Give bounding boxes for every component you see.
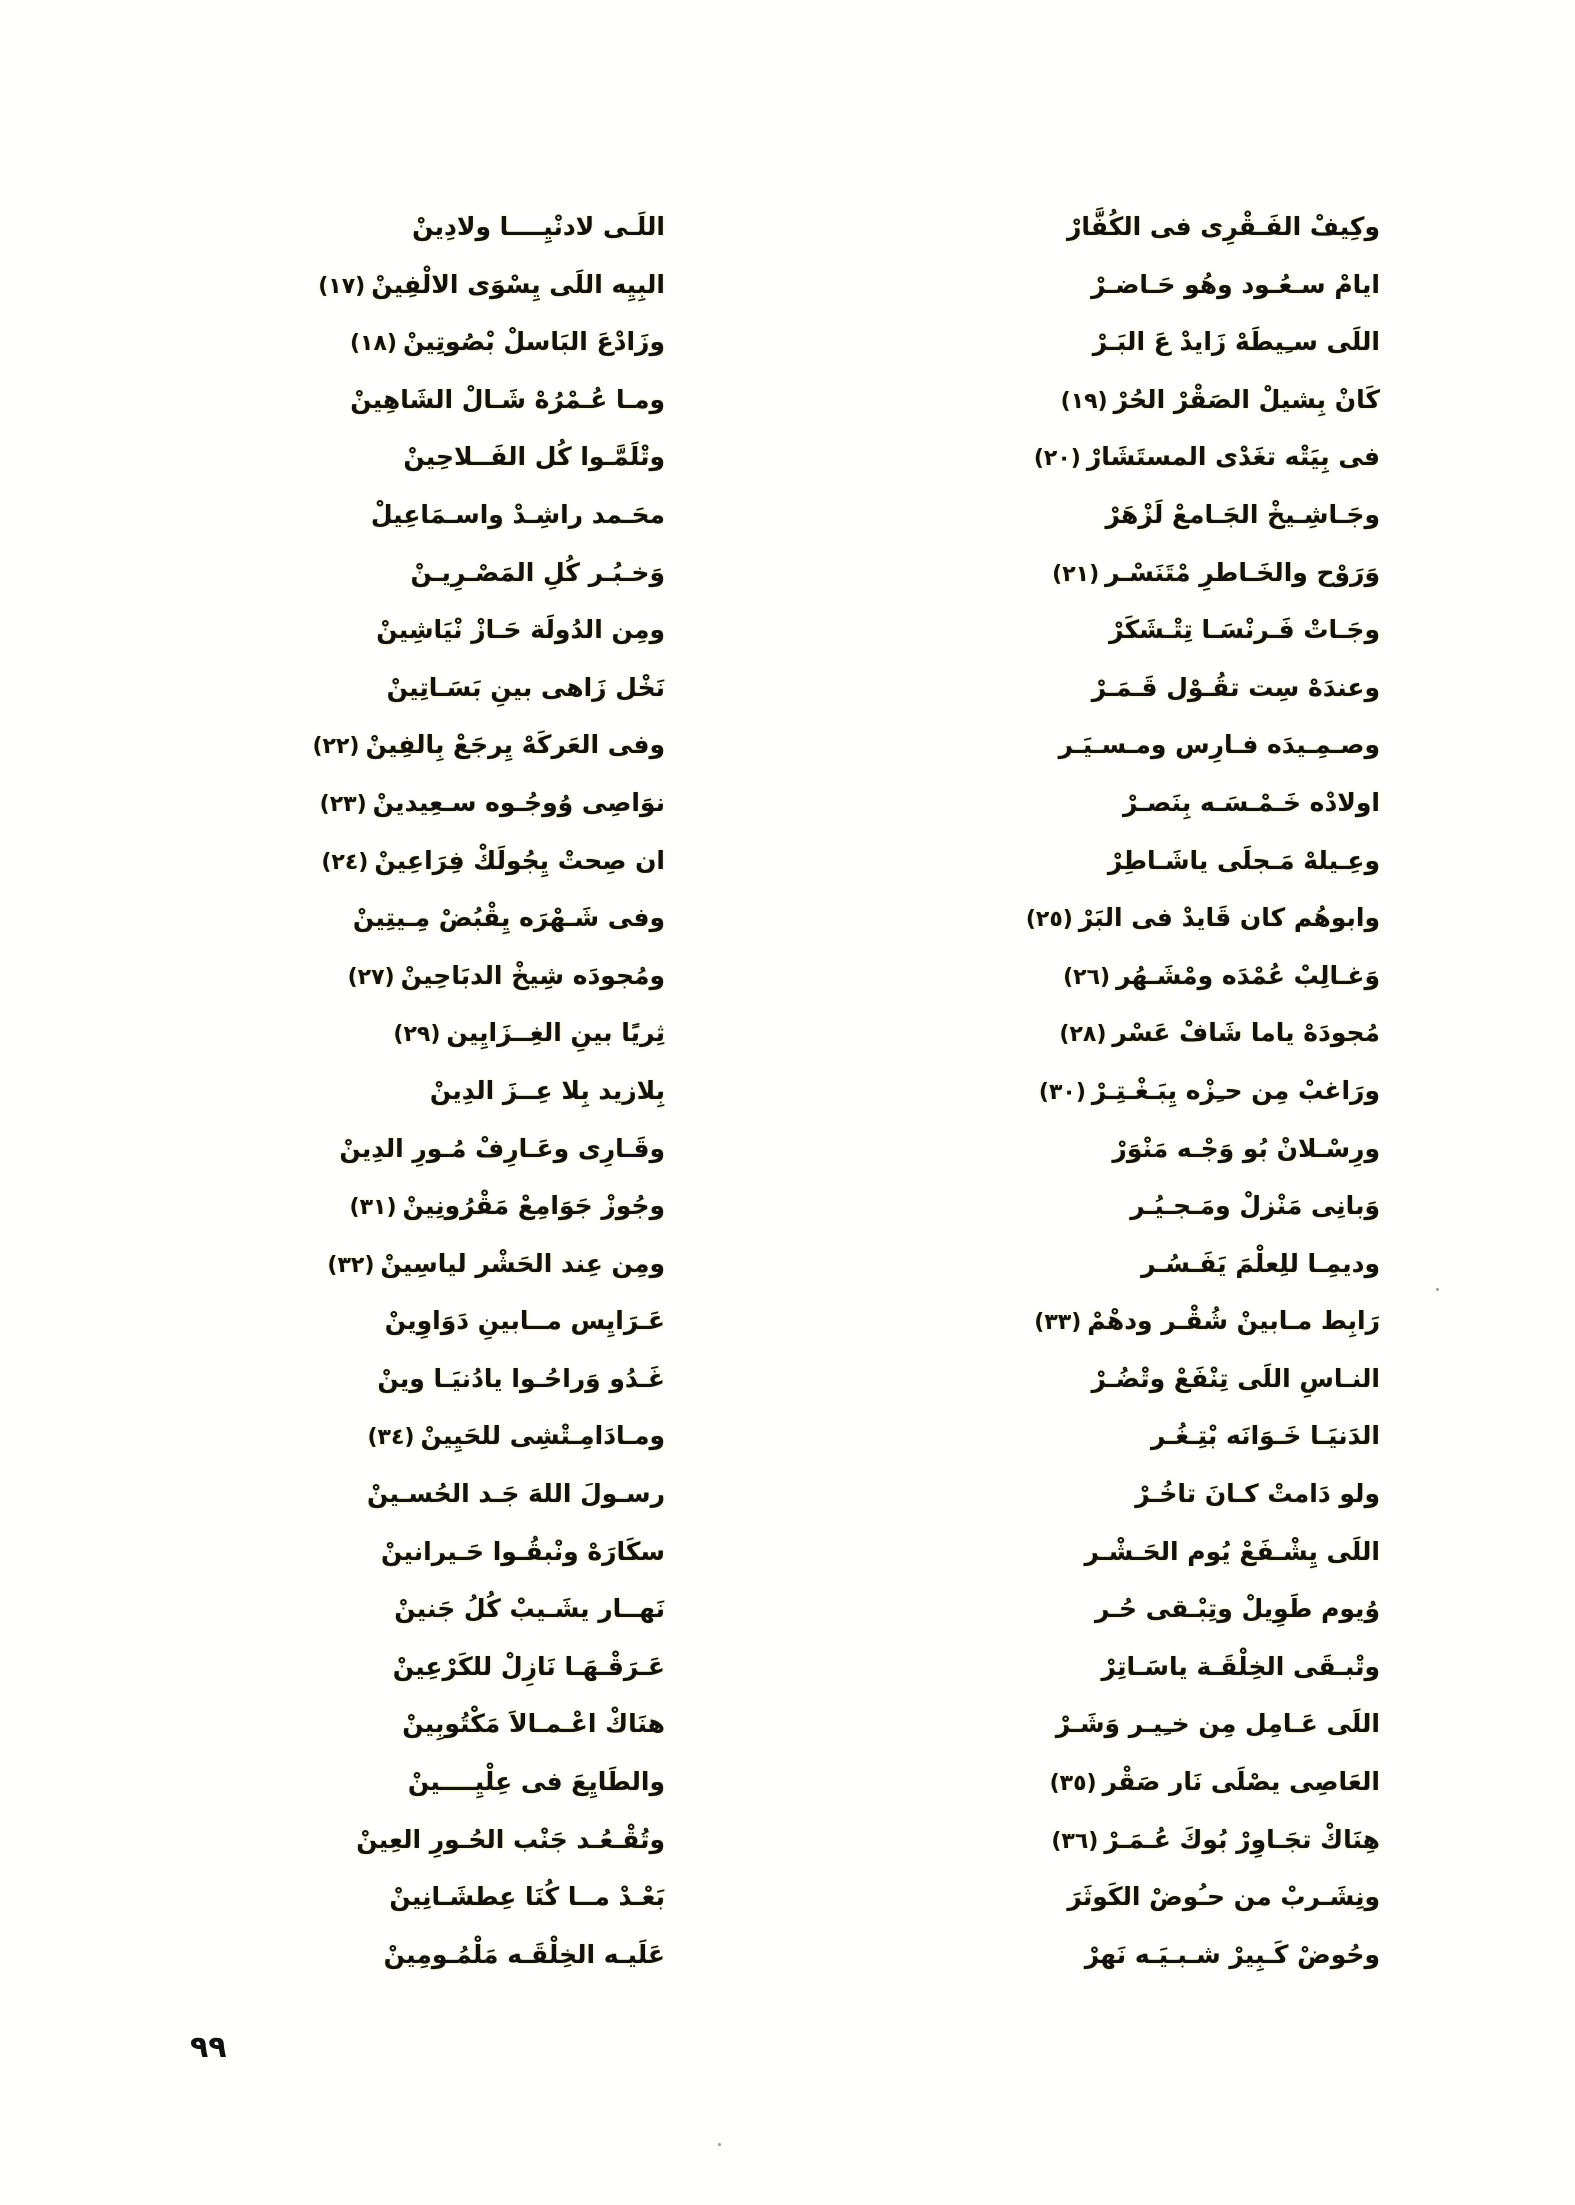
- footnote-marker: (٣٤): [367, 1425, 415, 1451]
- verse-text: العَاصِى يصْلَى نَار صَقْر: [1102, 1767, 1380, 1797]
- verse-line: [1000, 1523, 1380, 1581]
- verse-text: وفى العَركَهْ يِرجَعْ بِالفِينْ: [365, 730, 665, 760]
- verse-text: نوَاصِى وُوجُـوه سـعِيدينْ: [372, 787, 665, 817]
- footnote-marker: (٢١): [1052, 561, 1100, 587]
- verse-line: [327, 1235, 665, 1293]
- verse-line: [1000, 1695, 1380, 1753]
- verse-text: وزَادْعَ البَاسلْ بْصُوتِينْ: [402, 327, 665, 357]
- verse-text: ومـا عُـمْرُهْ شَـالْ الشَاهِينْ: [350, 384, 665, 414]
- verse-line: [1000, 544, 1380, 602]
- verse-text: هنَاكْ اعْـمـالاَ مَكْتُوبِينْ: [402, 1709, 665, 1739]
- footnote-marker: (٢٩): [393, 1022, 441, 1048]
- verse-text: وتْلَمَّـوا كُل الفَــلاحِينْ: [403, 442, 665, 472]
- verse-line: [318, 256, 665, 314]
- verse-line: [335, 371, 665, 429]
- verse-line: [1000, 1292, 1380, 1350]
- verse-text: رسـولَ اللهَ جَـد الحُسـينْ: [367, 1479, 665, 1509]
- verse-line: [1000, 1868, 1380, 1926]
- verse-text: فى بِيَتْه تغَدْى المستَشَارْ: [1086, 442, 1380, 472]
- verse-text: وجَـاشِـيخْ الجَـامعْ لَزْهَرْ: [1105, 499, 1380, 529]
- verse-line: [1000, 716, 1380, 774]
- verse-text: وديمِـا للِعلْمَ يَفَـسُـر: [1141, 1248, 1380, 1278]
- verse-text: وفى شَـهْرَه يِقْبُضْ مِـيتِينْ: [352, 903, 665, 933]
- verse-line: [1000, 486, 1380, 544]
- verse-text: وعِـيلهْ مَـجلَى ياشَـاطِرْ: [1107, 845, 1380, 875]
- verse-line: [1000, 1350, 1380, 1408]
- verse-text: اللَى عَـامِل مِن خـِيـر وَشَـرْ: [1055, 1709, 1380, 1739]
- verse-text: ان صِحتْ يِجُولَكْ فِرَاعِينْ: [374, 845, 665, 875]
- verse-line: [335, 1868, 665, 1926]
- verse-line: [335, 544, 665, 602]
- verse-text: والطَايِعَ فى عِلْيِــــينْ: [407, 1767, 665, 1797]
- verse-text: عَـرَقْـهَـا نَازِلْ للكَرْعِينْ: [392, 1651, 665, 1681]
- verse-line: [335, 1177, 665, 1235]
- footnote-marker: (١٩): [1060, 388, 1108, 414]
- verse-line: [335, 1638, 665, 1696]
- footnote-marker: (٣٥): [1049, 1771, 1097, 1797]
- verse-text: ونِشَـربْ من حـُوضْ الكَوثَرَ: [1067, 1882, 1380, 1912]
- verse-line: [1000, 1465, 1380, 1523]
- verse-text: محَـمد راشِـدْ واسـمَاعِيلْ: [370, 499, 665, 529]
- verse-line: [1000, 659, 1380, 717]
- verse-line: [335, 428, 665, 486]
- verse-text: ومِن الدُولَة حَـازْ نْيَاشِينْ: [376, 615, 665, 645]
- verse-text: عَـرَايِس مــابينِ دَوَاوِينْ: [384, 1306, 665, 1336]
- verse-text: اولادْه خَـمْـسَـه بِنَصـرْ: [1122, 787, 1380, 817]
- verse-text: وعندَهْ سِت تقُـوْل قَـمَـرْ: [1091, 672, 1380, 702]
- footnote-marker: (٢٦): [1063, 964, 1111, 990]
- verse-line: [1000, 428, 1380, 486]
- verse-line: [335, 1350, 665, 1408]
- verse-text: اللَى يِشْـفَعْ يُوم الحَـشْـر: [1084, 1536, 1380, 1566]
- footnote-marker: (٢٢): [312, 734, 360, 760]
- verse-text: غَـدُو وَراحُـوا يادُنيَـا وينْ: [377, 1363, 665, 1393]
- verse-line: [335, 486, 665, 544]
- verse-line: [1000, 1407, 1380, 1465]
- verse-text: وتْبـقَى الخِلْقَـة ياسَـاتِرْ: [1101, 1651, 1380, 1681]
- verse-line: [1000, 832, 1380, 890]
- poem-column-right: [1000, 198, 1380, 1983]
- verse-text: نَخْل زَاهى بينِ بَسَـاتِينْ: [386, 672, 665, 702]
- verse-line: [335, 1926, 665, 1984]
- verse-text: عَلَيـه الخِلْقَـه مَلْمُـومِينْ: [383, 1939, 665, 1969]
- verse-text: مُجودَهْ ياما شَافْ عَسْر: [1112, 1018, 1380, 1048]
- footnote-marker: (٢٨): [1059, 1022, 1107, 1048]
- verse-text: وَغـالِبْ عُمْدَه ومْشَـهُر: [1116, 960, 1380, 990]
- verse-line: [1000, 371, 1380, 429]
- verse-line: [1000, 1638, 1380, 1696]
- verse-text: وحُوضْ كَـبِيرْ شـبـيَـه نَهرْ: [1084, 1939, 1380, 1969]
- verse-text: نَهــار يشَـيبْ كُلُ جَنينْ: [394, 1594, 665, 1624]
- verse-line: [1000, 889, 1380, 947]
- scan-speck: [718, 2143, 721, 2146]
- verse-line: [1000, 1235, 1380, 1293]
- page-number: ٩٩: [190, 2030, 227, 2065]
- verse-line: [1000, 947, 1380, 1005]
- verse-line: [335, 947, 665, 1005]
- verse-text: ومِن عِند الحَشْر لياسِينْ: [380, 1248, 665, 1278]
- verse-text: اللَى سـِيطَهْ زَايدْ عَ البَـرْ: [1092, 327, 1380, 357]
- verse-line: [335, 1753, 665, 1811]
- verse-line: [335, 889, 665, 947]
- verse-line: [1000, 1926, 1380, 1984]
- verse-text: بِلازيد بِلا عِــزَ الدِينْ: [429, 1075, 665, 1105]
- verse-text: رَابِط مـابينْ شُقْـر ودهْمْ: [1087, 1306, 1380, 1336]
- verse-line: [335, 1062, 665, 1120]
- verse-line: [335, 1120, 665, 1178]
- verse-line: [335, 1580, 665, 1638]
- footnote-marker: (٢٧): [347, 964, 395, 990]
- verse-line: [312, 716, 665, 774]
- footnote-marker: (٢٠): [1033, 446, 1081, 472]
- footnote-marker: (٣٦): [1051, 1828, 1099, 1854]
- verse-text: ومـادَامِـتْشِى للحَيِينْ: [420, 1421, 665, 1451]
- verse-text: النـاسِ اللَى تِنْفَعْ وتْضُـرْ: [1091, 1363, 1380, 1393]
- verse-line: [335, 198, 665, 256]
- verse-text: وابوهُم كان قَايدْ فى البَرْ: [1078, 903, 1380, 933]
- verse-text: الدَنيَـا خَـوَانَه بْتِـغُـر: [1150, 1421, 1380, 1451]
- verse-line: [335, 1811, 665, 1869]
- verse-text: وصـمِـيدَه فـارِس ومـسـيَـر: [1058, 730, 1380, 760]
- footnote-marker: (٣٣): [1034, 1310, 1082, 1336]
- verse-text: بَعْـدْ مــا كُنَا عِطشَـانِينْ: [389, 1882, 665, 1912]
- verse-line: [1000, 198, 1380, 256]
- verse-text: ورِسْـلانْ بُو وَجْـه مَنْوَرْ: [1112, 1133, 1380, 1163]
- verse-line: [1000, 256, 1380, 314]
- verse-line: [1000, 1580, 1380, 1638]
- poem-column-left: [312, 198, 665, 1983]
- verse-line: [335, 1523, 665, 1581]
- verse-text: ايامْ سـعُـود وهُو حَـاضـرْ: [1091, 269, 1380, 299]
- verse-text: اللَـى لادنْيِــــا ولادِينْ: [412, 212, 665, 241]
- verse-line: [335, 1292, 665, 1350]
- verse-line: [1000, 1004, 1380, 1062]
- verse-line: [1000, 1120, 1380, 1178]
- verse-text: البِيِه اللَى يِسْوَى الالْفِينْ: [371, 269, 665, 299]
- footnote-marker: (١٧): [318, 273, 366, 299]
- verse-text: وَبانِى مَنْزلْ ومَـجـيُـر: [1130, 1191, 1380, 1221]
- footnote-marker: (٣١): [349, 1195, 397, 1221]
- verse-text: ولو دَامتْ كـانَ تاخُـرْ: [1135, 1479, 1380, 1509]
- verse-line: [319, 774, 665, 832]
- verse-line: [321, 832, 665, 890]
- verse-text: ومُجودَه شِيخْ الدبَاحِينْ: [400, 960, 665, 990]
- footnote-marker: (٢٣): [319, 791, 367, 817]
- verse-line: [1000, 313, 1380, 371]
- footnote-marker: (٣٠): [1038, 1079, 1086, 1105]
- verse-text: وجَـاتْ فَـرنْسَـا تِتْـشَكَرْ: [1109, 615, 1380, 645]
- verse-line: [1000, 1811, 1380, 1869]
- footnote-marker: (١٨): [349, 331, 397, 357]
- verse-text: وُيوم طَوِيلْ وتِبْـقى حُـر: [1094, 1594, 1380, 1624]
- verse-line: [1000, 1753, 1380, 1811]
- verse-text: وقَـارِى وعَـارِفْ مُـورِ الدِينْ: [339, 1133, 665, 1163]
- verse-line: [1000, 774, 1380, 832]
- verse-text: ورَاغبْ مِن حـِزْه يِبَـغْـتِـرْ: [1091, 1075, 1380, 1105]
- verse-line: [335, 313, 665, 371]
- verse-line: [335, 1407, 665, 1465]
- footnote-marker: (٢٥): [1025, 907, 1073, 933]
- verse-line: [335, 601, 665, 659]
- verse-text: وتُقْـعُـد جَنْب الحُـورِ العِينْ: [356, 1824, 665, 1854]
- verse-text: وَرَوْح والخَـاطرِ مْتَنَسْـر: [1105, 557, 1380, 587]
- verse-text: وكِيفْ الفَـقْرِى فى الكُفَّارْ: [1066, 212, 1380, 241]
- verse-text: هِنَاكْ تجَـاوِرْ بُوكَ عُـمَـرْ: [1104, 1824, 1380, 1854]
- verse-line: [335, 1004, 665, 1062]
- verse-line: [335, 659, 665, 717]
- verse-text: كَانْ بِشيلْ الصَقْرْ الحُرْ: [1113, 384, 1380, 414]
- verse-line: [335, 1465, 665, 1523]
- footnote-marker: (٣٢): [327, 1252, 375, 1278]
- verse-text: سكَارَهْ ونْبقُـوا حَـيرانينْ: [381, 1536, 665, 1566]
- verse-text: ثِريًا بينِ الغِــزَايِين: [446, 1018, 665, 1048]
- footnote-marker: (٢٤): [321, 849, 369, 875]
- verse-line: [335, 1695, 665, 1753]
- verse-line: [1000, 601, 1380, 659]
- verse-line: [1000, 1062, 1380, 1120]
- verse-line: [1000, 1177, 1380, 1235]
- verse-text: وجُوزْ جَوَامِعْ مَقْرُونِينْ: [402, 1191, 665, 1221]
- verse-text: وَخـبُـر كُلِ المَصْـرِيـنْ: [410, 557, 665, 587]
- scan-speck: [1436, 1288, 1439, 1291]
